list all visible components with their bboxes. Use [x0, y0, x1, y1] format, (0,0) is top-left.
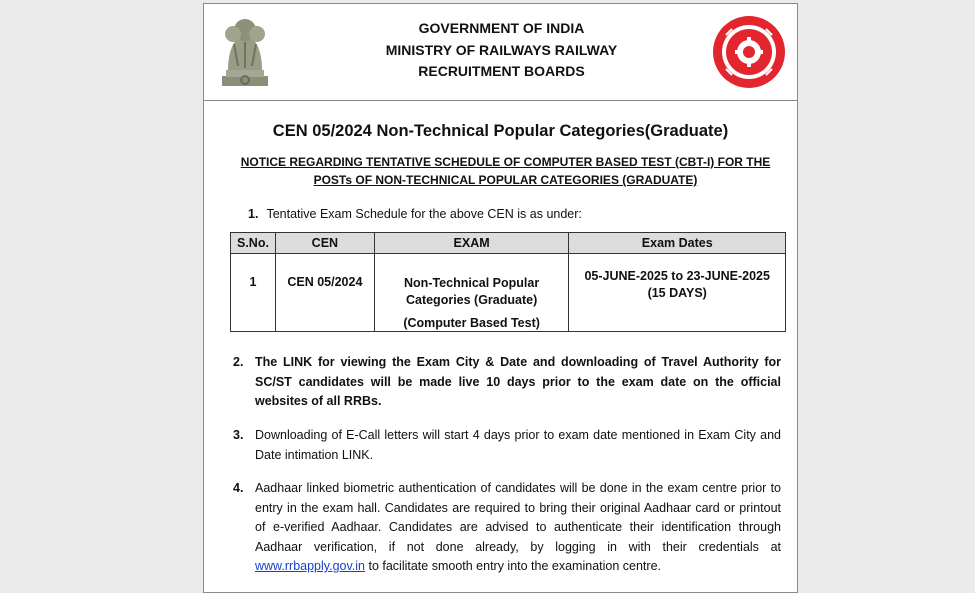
item-1-number: 1. — [248, 207, 259, 221]
col-header-sno: S.No. — [231, 233, 276, 254]
header-line-1: GOVERNMENT OF INDIA — [418, 20, 585, 36]
letterhead-title — [324, 18, 679, 83]
table-header-row — [231, 233, 786, 254]
item-3-number: 3. — [233, 428, 244, 442]
exam-line-3: (Computer Based Test) — [403, 316, 540, 330]
item-4-text — [255, 479, 781, 577]
col-header-exam: EXAM — [374, 233, 569, 254]
letterhead — [204, 4, 797, 101]
document-page — [203, 3, 798, 593]
item-1 — [248, 207, 582, 221]
exam-line-2: Categories (Graduate) — [405, 293, 538, 307]
item-3-text: Downloading of E-Call letters will start 4 days prior to exam date mentioned in Exam City and Date intimation LINK. — [255, 428, 781, 462]
table-row — [231, 254, 786, 332]
item-2-text: The LINK for viewing the Exam City & Date and downloading of Travel Authority for SC/ST candidates will be made live 10 days prior to the exam date on the official websites of all RRBs. — [255, 355, 781, 408]
col-header-cen: CEN — [275, 233, 374, 254]
indian-railways-logo-icon — [712, 15, 786, 89]
item-4-text-after: to facilitate smooth entry into the examination centre. — [365, 559, 661, 573]
cell-exam — [374, 254, 569, 332]
dates-line-2: (15 DAYS) — [647, 286, 707, 300]
cell-sno: 1 — [231, 254, 276, 332]
header-line-3: RECRUITMENT BOARDS — [418, 63, 585, 79]
col-header-exam-dates: Exam Dates — [569, 233, 786, 254]
cen-title: CEN 05/2024 Non-Technical Popular Categories(Graduate) — [272, 122, 729, 140]
item-4-text-before: Aadhaar linked biometric authentication of candidates will be done in the exam centre prior to entry in the exam hall. Candidates are required to bring their original Aadhaar card or printout of e-verified Aadhaar. Candidates are advised to authenticate their identification through Aadhaar verification, if not done already, by logging in with their credentials at — [255, 481, 781, 554]
cell-exam-dates — [569, 254, 786, 332]
item-2 — [233, 353, 781, 412]
item-2-number: 2. — [233, 355, 244, 369]
exam-schedule-table — [230, 232, 786, 332]
national-emblem-icon — [216, 14, 274, 90]
cell-cen: CEN 05/2024 — [275, 254, 374, 332]
item-4-number: 4. — [233, 481, 244, 495]
notice-heading — [224, 153, 787, 189]
header-line-2: MINISTRY OF RAILWAYS RAILWAY — [385, 41, 618, 58]
dates-line-1: 05-JUNE-2025 to 23-JUNE-2025 — [584, 269, 770, 283]
notice-line-1: NOTICE REGARDING TENTATIVE SCHEDULE OF COMPUTER BASED TEST (CBT-I) FOR THE — [240, 155, 771, 169]
exam-line-1: Non-Technical Popular — [404, 276, 540, 290]
item-3 — [233, 426, 781, 465]
item-1-text: Tentative Exam Schedule for the above CEN is as under: — [266, 207, 582, 221]
rrbapply-link[interactable]: www.rrbapply.gov.in — [255, 559, 365, 573]
item-4 — [233, 479, 781, 577]
notice-line-2: POSTs OF NON-TECHNICAL POPULAR CATEGORIES (GRADUATE) — [313, 173, 698, 187]
